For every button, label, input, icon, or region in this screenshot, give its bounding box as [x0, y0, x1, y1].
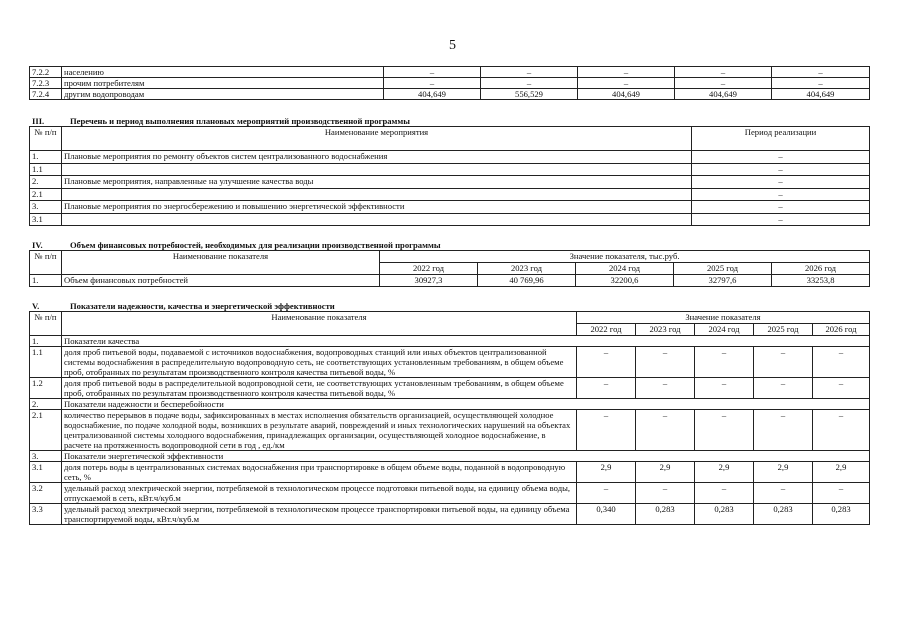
section-5-title	[32, 301, 335, 311]
row-value: –	[772, 67, 870, 78]
row-value: –	[481, 78, 578, 89]
row-value: –	[636, 347, 695, 378]
row-value: –	[754, 483, 813, 504]
row-name	[62, 163, 692, 176]
row-value: –	[675, 67, 772, 78]
row-value: 32797,6	[674, 275, 772, 287]
row-value: –	[695, 410, 754, 451]
row-name: Показатели качества	[62, 336, 870, 347]
row-name: удельный расход электрической энергии, потребляемой в технологическом процессе транспортировки питьевой воды, на единицу объема транспортируемой воды, кВт.ч/куб.м	[62, 504, 577, 525]
header-num: № п/п	[30, 312, 62, 336]
row-value: 0,340	[577, 504, 636, 525]
table-row	[30, 483, 870, 504]
row-value: –	[384, 67, 481, 78]
row-value: –	[754, 378, 813, 399]
row-period: –	[692, 213, 870, 226]
row-value: –	[813, 347, 870, 378]
table-row	[30, 201, 870, 214]
table-row	[30, 78, 870, 89]
table-row	[30, 89, 870, 100]
table-section-5	[29, 311, 870, 525]
year-header: 2024 год	[576, 263, 674, 275]
row-name: Плановые мероприятия по энергосбережению и повышению энергетической эффективности	[62, 201, 692, 214]
row-value: 2,9	[577, 462, 636, 483]
row-number: 3.	[30, 451, 62, 462]
row-number: 1.1	[30, 163, 62, 176]
section-3-number: III.	[32, 116, 45, 126]
row-value: –	[813, 410, 870, 451]
section-5-number: V.	[32, 301, 40, 311]
row-value: 33253,8	[772, 275, 870, 287]
row-number: 1.	[30, 151, 62, 164]
row-number: 7.2.4	[30, 89, 62, 100]
table-row	[30, 504, 870, 525]
row-number: 1.	[30, 275, 62, 287]
table-section-4	[29, 250, 870, 287]
row-name: Показатели надежности и бесперебойности	[62, 399, 870, 410]
row-name: Показатели энергетической эффективности	[62, 451, 870, 462]
row-period: –	[692, 176, 870, 189]
table-row	[30, 347, 870, 378]
header-name: Наименование показателя	[62, 312, 577, 336]
section-4-title	[32, 240, 441, 250]
row-number: 7.2.3	[30, 78, 62, 89]
row-value: 0,283	[754, 504, 813, 525]
table-section-3	[29, 126, 870, 226]
row-value: –	[695, 347, 754, 378]
row-number: 2.	[30, 399, 62, 410]
year-header: 2026 год	[772, 263, 870, 275]
row-value: –	[578, 78, 675, 89]
row-period: –	[692, 201, 870, 214]
row-number: 3.2	[30, 483, 62, 504]
row-number: 3.3	[30, 504, 62, 525]
table-row	[30, 188, 870, 201]
row-name: доля проб питьевой воды, подаваемой с источников водоснабжения, водопроводных станций или иных объектов централизованной системы водоснабжения в распределительную водопроводную сеть, не соответствующих установленным требованиям, в общем объеме проб, отобранных по результатам производственного контроля качества питьевой воды, %	[62, 347, 577, 378]
row-name: населению	[62, 67, 384, 78]
row-value: –	[577, 347, 636, 378]
row-value: 2,9	[636, 462, 695, 483]
row-name: Объем финансовых потребностей	[62, 275, 380, 287]
row-name: удельный расход электрической энергии, потребляемой в технологическом процессе подготовки питьевой воды, на единицу объема воды, отпускаемой в сеть, кВт.ч/куб.м	[62, 483, 577, 504]
row-number: 2.1	[30, 188, 62, 201]
section-4-number: IV.	[32, 240, 43, 250]
row-period: –	[692, 151, 870, 164]
row-name: Плановые мероприятия по ремонту объектов систем централизованного водоснабжения	[62, 151, 692, 164]
header-name: Наименование показателя	[62, 251, 380, 275]
row-value: 0,283	[636, 504, 695, 525]
row-name	[62, 213, 692, 226]
year-header: 2026 год	[813, 324, 870, 336]
row-value: 0,283	[695, 504, 754, 525]
row-name: Плановые мероприятия, направленные на улучшение качества воды	[62, 176, 692, 189]
row-value: 404,649	[675, 89, 772, 100]
row-value: –	[636, 410, 695, 451]
year-header: 2023 год	[636, 324, 695, 336]
table-row	[30, 336, 870, 347]
header-num: № п/п	[30, 251, 62, 275]
table-row	[30, 275, 870, 287]
row-number: 1.	[30, 336, 62, 347]
row-number: 3.1	[30, 213, 62, 226]
table-row	[30, 462, 870, 483]
row-value: –	[754, 347, 813, 378]
row-value: –	[577, 483, 636, 504]
row-value: –	[754, 410, 813, 451]
row-number: 1.2	[30, 378, 62, 399]
row-value: –	[577, 378, 636, 399]
row-value: 404,649	[772, 89, 870, 100]
year-header: 2023 год	[478, 263, 576, 275]
row-value: 40 769,96	[478, 275, 576, 287]
row-value: 2,9	[813, 462, 870, 483]
header-period: Период реализации	[692, 127, 870, 151]
row-value: –	[636, 483, 695, 504]
table-row	[30, 151, 870, 164]
row-name: доля проб питьевой воды в распределительной водопроводной сети, не соответствующих установленным требованиям, в общем объеме проб, отобранных по результатам производственного контроля качества питьевой воды, %	[62, 378, 577, 399]
year-header: 2022 год	[380, 263, 478, 275]
table-row	[30, 213, 870, 226]
row-name: другим водопроводам	[62, 89, 384, 100]
row-name: доля потерь воды в централизованных системах водоснабжения при транспортировке в общем объеме воды, поданной в водопроводную сеть, %	[62, 462, 577, 483]
row-value: 2,9	[754, 462, 813, 483]
row-value: –	[772, 78, 870, 89]
page-number: 5	[449, 38, 456, 53]
header-value: Значение показателя	[577, 312, 870, 324]
header-name: Наименование мероприятия	[62, 127, 692, 151]
row-period: –	[692, 163, 870, 176]
row-value: 2,9	[695, 462, 754, 483]
row-value: –	[636, 378, 695, 399]
table-top	[29, 66, 870, 100]
table-row	[30, 451, 870, 462]
row-number: 3.	[30, 201, 62, 214]
row-name	[62, 188, 692, 201]
row-value: –	[675, 78, 772, 89]
row-value: 556,529	[481, 89, 578, 100]
table-row	[30, 67, 870, 78]
section-5-heading: Показатели надежности, качества и энергетической эффективности	[70, 301, 335, 311]
row-number: 1.1	[30, 347, 62, 378]
row-period: –	[692, 188, 870, 201]
row-value: –	[695, 378, 754, 399]
table-row	[30, 399, 870, 410]
row-value: –	[813, 378, 870, 399]
header-num: № п/п	[30, 127, 62, 151]
row-number: 7.2.2	[30, 67, 62, 78]
row-value: –	[695, 483, 754, 504]
table-row	[30, 163, 870, 176]
table-row	[30, 176, 870, 189]
row-value: 404,649	[384, 89, 481, 100]
row-number: 3.1	[30, 462, 62, 483]
table-row	[30, 410, 870, 451]
row-name: прочим потребителям	[62, 78, 384, 89]
table-row	[30, 378, 870, 399]
row-value: 0,283	[813, 504, 870, 525]
row-value: 30927,3	[380, 275, 478, 287]
year-header: 2025 год	[754, 324, 813, 336]
row-name: количество перерывов в подаче воды, зафиксированных в местах исполнения обязательств организацией, осуществляющей холодное водоснабжение, по подаче холодной воды, возникших в результате аварий, повреждений и иных технологических нарушений на объектах централизованной системы холодного водоснабжения, принадлежащих организации, осуществляющей холодное водоснабжение, в расчете на протяженность водопроводной сети в год , ед./км	[62, 410, 577, 451]
year-header: 2022 год	[577, 324, 636, 336]
row-value: –	[384, 78, 481, 89]
row-number: 2.	[30, 176, 62, 189]
header-value: Значение показателя, тыс.руб.	[380, 251, 870, 263]
row-value: –	[578, 67, 675, 78]
row-value: –	[481, 67, 578, 78]
row-value: 404,649	[578, 89, 675, 100]
year-header: 2024 год	[695, 324, 754, 336]
section-3-heading: Перечень и период выполнения плановых мероприятий производственной программы	[70, 116, 410, 126]
year-header: 2025 год	[674, 263, 772, 275]
row-value: 32200,6	[576, 275, 674, 287]
row-number: 2.1	[30, 410, 62, 451]
section-3-title	[32, 116, 410, 126]
section-4-heading: Объем финансовых потребностей, необходимых для реализации производственной программы	[70, 240, 441, 250]
row-value: –	[577, 410, 636, 451]
row-value: –	[813, 483, 870, 504]
